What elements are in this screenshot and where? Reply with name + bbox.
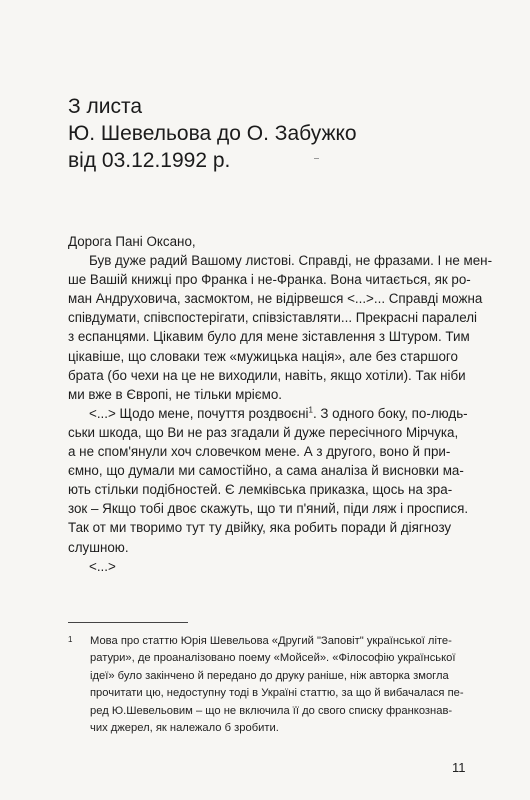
title-line-3: від 03.12.1992 р. [68, 149, 231, 172]
p2-line-3: а не спом'янули хоч словечком мене. А з другого, воно й при- [68, 444, 451, 460]
p2-line-1-end: . З одного боку, по-людь- [312, 405, 468, 421]
page-number: 11 [452, 760, 466, 775]
footnote-line-5: ред Ю.Шевельовим – що не включила її до свого списку франкознав- [90, 704, 453, 717]
p1-line-2: ше Вашій книжці про Франка і не-Франка. Вона читається, як ро- [68, 272, 471, 288]
p2-line-1-start: <...> Щодо мене, почуття роздвоєні [89, 405, 309, 421]
print-speck [314, 158, 319, 159]
closing-ellipsis: <...> [89, 558, 116, 574]
p1-line-4: співдумати, співспостерігати, співзіставляти... Прекрасні паралелі [68, 310, 478, 326]
footnote-line-2: ратури», де проаналізовано поему «Мойсей». «Філософію української [90, 652, 456, 665]
p1-line-6: цікавіше, що словаки теж «мужицька нація», але без старшого [68, 348, 458, 364]
p1-line-5: з еспанцями. Цікавим було для мене зіставлення з Штуром. Тим [68, 329, 470, 345]
p1-line-7: брата (бо чехи на це не виходили, навіть, якщо хотіли). Так ніби [68, 367, 466, 383]
footnote-divider [68, 622, 188, 623]
p1-line-8: ми вже в Європі, не тільки мріємо. [68, 386, 282, 402]
p2-line-4: ємно, що думали ми самостійно, а сама аналіза й висновки ма- [68, 463, 464, 479]
salutation: Дорога Пані Оксано, [68, 234, 196, 249]
footnote [68, 633, 476, 737]
p2-line-6: зок – Якщо тобі двоє скажуть, що ти п'яний, піди ляж і проспися. [68, 501, 469, 517]
footnote-line-6: чих джерел, як належало б зробити. [90, 722, 279, 735]
p2-line-7: Так от ми творимо тут ту двійку, яка робить поради й діягнозу [68, 520, 452, 536]
p2-line-8: слушною. [68, 539, 129, 555]
footnote-line-3: ідеї» було закінчено й передано до друку раніше, ніж авторка змогла [90, 669, 449, 682]
footnote-line-4: прочитати цю, недоступну тоді в Україні статтю, за що й вибачалася пе- [90, 687, 464, 700]
p1-line-3: ман Андруховича, засмоктом, не відірвешся <...>... Справді можна [68, 291, 483, 307]
footnote-reference[interactable]: 1 [308, 405, 313, 415]
letter-body [68, 232, 493, 576]
page-title [68, 93, 357, 174]
title-line-2: Ю. Шевельова до О. Забужко [68, 122, 357, 145]
p2-line-5: ють стільки подібностей. Є лемківська приказка, щось на зра- [68, 482, 453, 498]
p2-line-2: ськи шкода, що Ви не раз згадали й дуже пересічного Мірчука, [68, 424, 459, 440]
p1-line-1: Був дуже радий Вашому листові. Справді, не фразами. І не мен- [89, 253, 493, 269]
p2-line-1 [68, 404, 468, 423]
footnote-line-1: Мова про статтю Юрія Шевельова «Другий "Заповіт" української літе- [90, 635, 452, 647]
title-line-1: З листа [68, 95, 143, 118]
footnote-mark: 1 [68, 635, 73, 644]
